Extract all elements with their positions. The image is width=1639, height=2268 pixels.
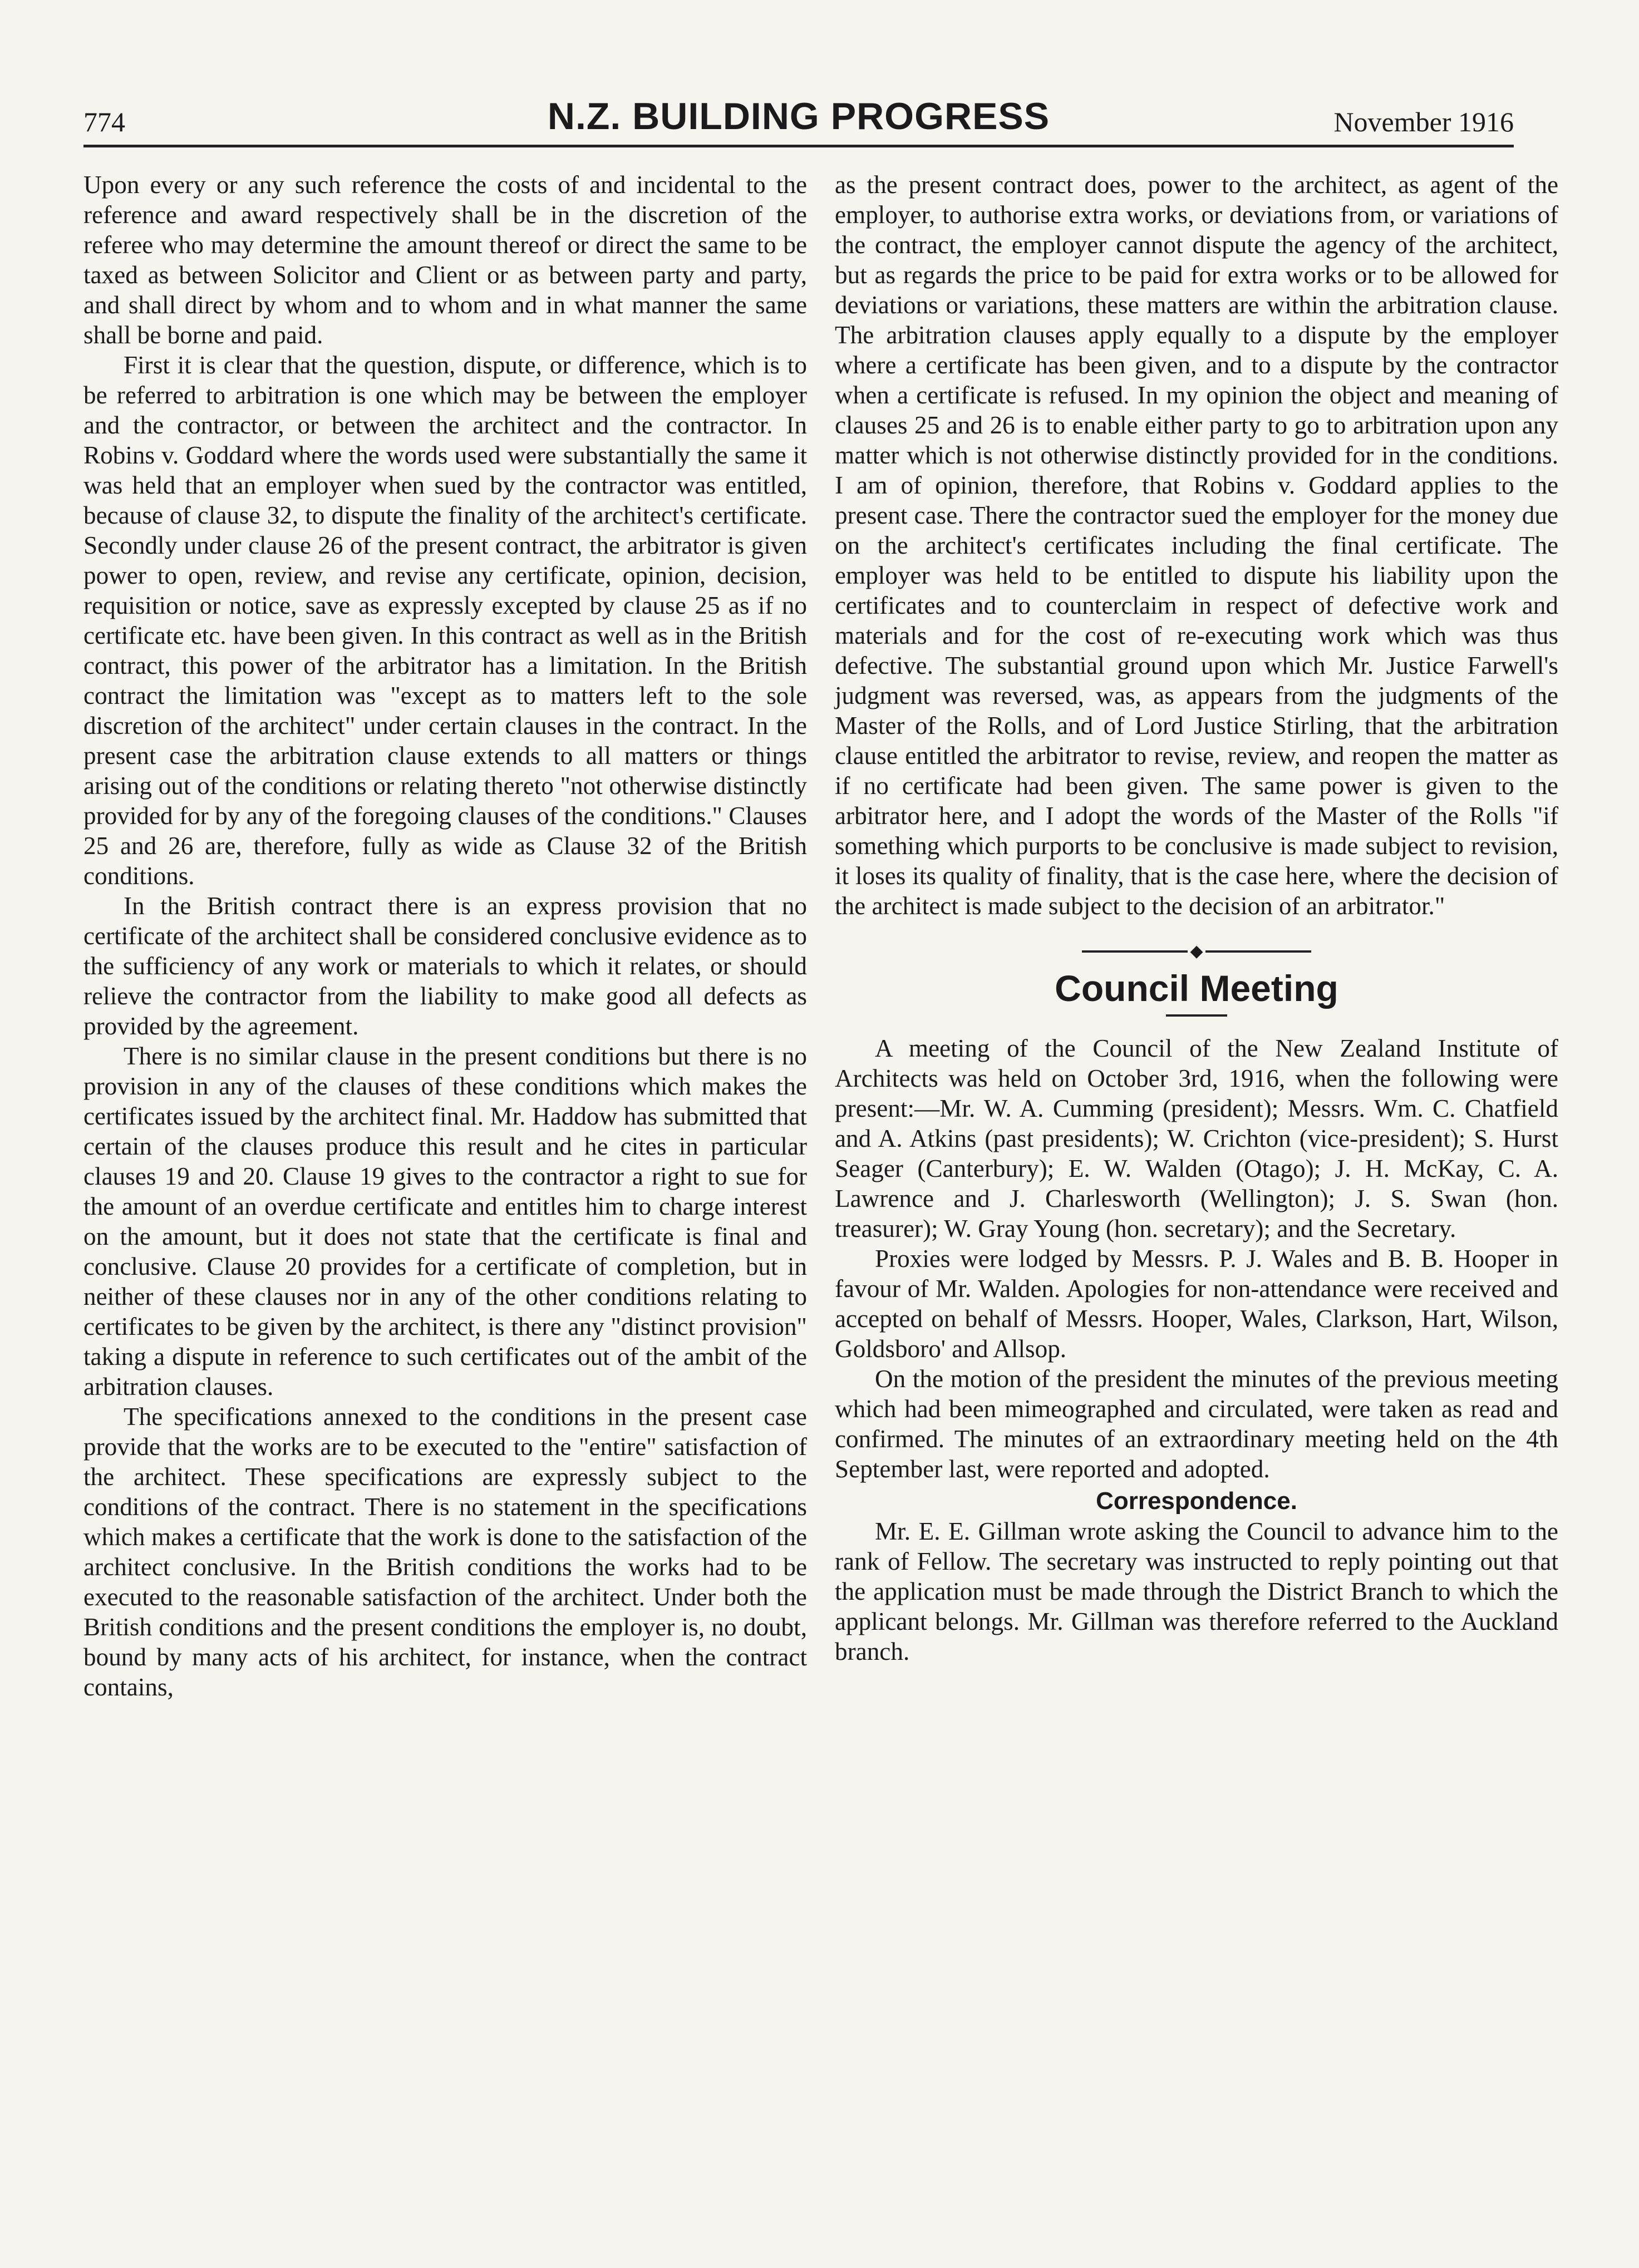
article-paragraph: There is no similar clause in the present conditions but there is no provision in any of the clauses of these conditions which makes the certificates issued by the architect final. Mr. Haddow has submitted that certain of the clauses produce this result and he cites in particular clauses 19 and 20. Clause 19 gives to the contractor a right to sue for the amount of an overdue certificate and entitles him to charge interest on the amount, but it does not state that the certificate is final and conclusive. Clause 20 provides for a certificate of completion, but in neither of these clauses nor in any of the other conditions relating to certificates to be given by the architect, is there any "distinct provision" taking a dispute in reference to such certificates out of the ambit of the arbitration clauses. <box>83 1042 807 1401</box>
masthead-title: N.Z. BUILDING PROGRESS <box>547 95 1050 137</box>
left-column <box>83 170 807 1702</box>
article-continuation: as the present contract does, power to the architect, as agent of the employer, to authorise extra works, or deviations from, or variations of the contract, the employer cannot dispute the agency of the architect, but as regards the price to be paid for extra works or to be allowed for deviations or variations, these matters are within the arbitration clause. The arbitration clauses apply equally to a dispute by the employer where a certificate has been given, and to a dispute by the contractor when a certificate is refused. In my opinion the object and meaning of clauses 25 and 26 is to enable either party to go to arbitration upon any matter which is not otherwise distinctly provided for in the conditions. I am of opinion, therefore, that Robins v. Goddard applies to the present case. There the contractor sued the employer for the money due on the architect's certificates including the final certificate. The employer was held to be entitled to dispute his liability upon the certificates and to counterclaim in respect of defective work and materials and for the cost of re-executing work which was thus defective. The substantial ground upon which Mr. Justice Farwell's judgment was reversed, was, as appears from the judgments of the Master of the Rolls, and of Lord Justice Stirling, that the arbitration clause entitled the arbitrator to revise, review, and reopen the matter as if no certificate had been given. The same power is given to the arbitrator here, and I adopt the words of the Master of the Rolls "if something which purports to be conclusive is made subject to revision, it loses its quality of finality, that is the case here, where the decision of the architect is made subject to the decision of an arbitrator." <box>835 171 1558 920</box>
council-paragraph: Proxies were lodged by Messrs. P. J. Wales and B. B. Hooper in favour of Mr. Walden. Apologies for non-attendance were received and accepted on behalf of Messrs. Hooper, Wales, Clarkson, Hart, Wilson, Goldsboro' and Allsop. <box>835 1245 1558 1363</box>
article-paragraph: First it is clear that the question, dispute, or difference, which is to be referred to arbitration is one which may be between the employer and the contractor, or between the architect and the contractor. In Robins v. Goddard where the words used were substantially the same it was held that an employer when sued by the contractor was entitled, because of clause 32, to dispute the finality of the architect's certificate. Secondly under clause 26 of the present contract, the arbitrator is given power to open, review, and revise any certificate, opinion, decision, requisition or notice, save as expressly excepted by clause 25 as if no certificate etc. have been given. In this contract as well as in the British contract, this power of the arbitrator has a limitation. In the British contract the limitation was "except as to matters left to the sole discretion of the architect" under certain clauses in the contract. In the present case the arbitration clause extends to all matters or things arising out of the conditions or relating thereto "not otherwise distinctly provided for by any of the foregoing clauses of the conditions." Clauses 25 and 26 are, therefore, fully as wide as Clause 32 of the British conditions. <box>83 351 807 890</box>
page-number: 774 <box>83 106 125 137</box>
divider-rule-left <box>1082 950 1188 953</box>
council-meeting-heading: Council Meeting <box>1055 968 1338 1009</box>
page-header <box>83 95 1514 147</box>
council-paragraph: On the motion of the president the minutes of the previous meeting which had been mimeographed and circulated, were taken as read and confirmed. The minutes of an extraordinary meeting held on the 4th September last, were reported and adopted. <box>835 1365 1558 1483</box>
correspondence-paragraph: Mr. E. E. Gillman wrote asking the Council to advance him to the rank of Fellow. The secretary was instructed to reply pointing out that the application must be made through the District Branch to which the applicant belongs. Mr. Gillman was therefore referred to the Auckland branch. <box>835 1517 1558 1666</box>
article-paragraph: In the British contract there is an express provision that no certificate of the architect shall be considered conclusive evidence as to the sufficiency of any work or materials to which it relates, or should relieve the contractor from the liability to make good all defects as provided by the agreement. <box>83 892 807 1040</box>
article-paragraph: The specifications annexed to the conditions in the present case provide that the works are to be executed to the "entire" satisfaction of the architect. These specifications are expressly subject to the conditions of the contract. There is no statement in the specifications which makes a certificate that the work is done to the satisfaction of the architect conclusive. In the British conditions the works had to be executed to the reasonable satisfaction of the architect. Under both the British conditions and the present conditions the employer is, no doubt, bound by many acts of his architect, for instance, when the contract contains, <box>83 1403 807 1701</box>
council-paragraph: A meeting of the Council of the New Zealand Institute of Architects was held on October 3rd, 1916, when the following were present:—Mr. W. A. Cumming (president); Messrs. Wm. C. Chatfield and A. Atkins (past presidents); W. Crichton (vice-president); S. Hurst Seager (Canterbury); E. W. Walden (Otago); J. H. McKay, C. A. Lawrence and J. Charlesworth (Wellington); J. S. Swan (hon. treasurer); W. Gray Young (hon. secretary); and the Secretary. <box>835 1034 1558 1243</box>
heading-underline <box>1166 1014 1227 1017</box>
diamond-ornament-icon: ◆ <box>1190 942 1203 961</box>
correspondence-heading: Correspondence. <box>1096 1487 1297 1515</box>
divider-rule-right <box>1205 950 1311 953</box>
section-divider-ornament <box>835 942 1558 960</box>
article-paragraph: Upon every or any such reference the costs of and incidental to the reference and award respectively shall be in the discretion of the referee who may determine the amount thereof or direct the same to be taxed as between Solicitor and Client or as between party and party, and shall direct by whom and to whom and in what manner the same shall be borne and paid. <box>83 171 807 349</box>
issue-date: November 1916 <box>1333 106 1514 137</box>
right-column <box>835 170 1558 1667</box>
